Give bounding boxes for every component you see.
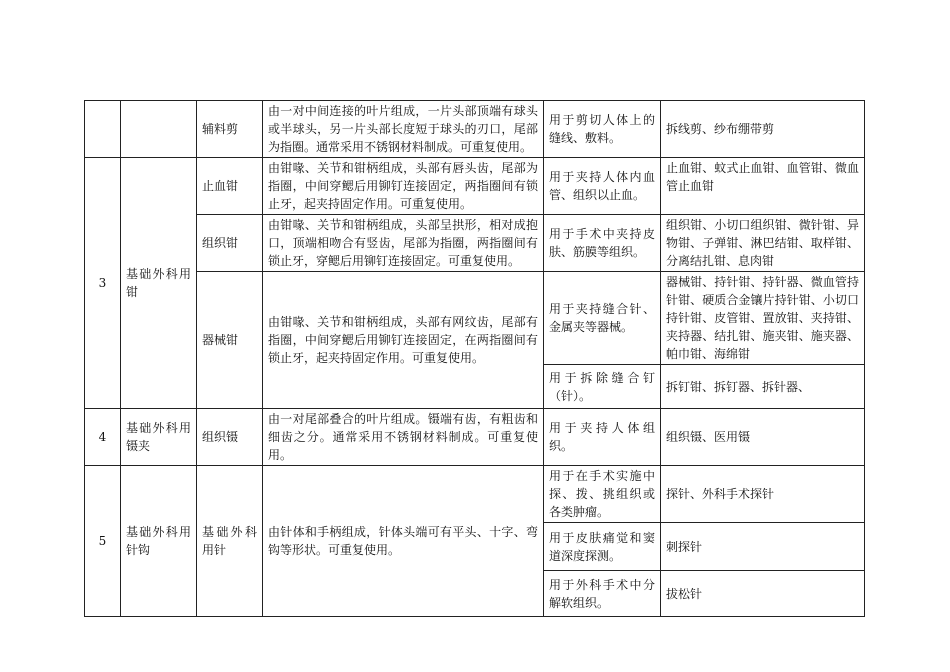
product-name-cell: 止血钳: [197, 158, 263, 215]
table-row: [85, 101, 865, 158]
description-cell: 由一对中间连接的叶片组成，一片头部顶端有球头或半球头，另一片头部长度短于球头的刃口，尾部为指圈。通常采用不锈钢材料制成。可重复使用。: [263, 101, 544, 158]
intended-use-cell: 用于外科手术中分解软组织。: [544, 571, 661, 617]
intended-use-cell: 用于夹持人体内血管、组织以止血。: [544, 158, 661, 215]
description-cell: 由一对尾部叠合的叶片组成。镊端有齿，有粗齿和细齿之分。通常采用不锈钢材料制成。可重复使用。: [263, 409, 544, 466]
examples-cell: 组织钳、小切口组织钳、微针钳、异物钳、子弹钳、淋巴结钳、取样钳、分离结扎钳、息肉钳: [661, 215, 865, 272]
index-cell: 3: [85, 158, 121, 409]
intended-use-cell: 用于夹持缝合针、金属夹等器械。: [544, 272, 661, 365]
description-cell: 由针体和手柄组成，针体头端可有平头、十字、弯钩等形状。可重复使用。: [263, 466, 544, 617]
product-name-cell: 组织镊: [197, 409, 263, 466]
examples-cell: 拆钉钳、拆钉器、拆针器、: [661, 365, 865, 409]
table-row: [85, 158, 865, 215]
table-row: [85, 409, 865, 466]
table-row: [85, 272, 865, 365]
category-cell: 基础外科用钳: [121, 158, 197, 409]
examples-cell: 器械钳、持针钳、持针器、微血管持针钳、硬质合金镶片持针钳、小切口持针钳、皮管钳、置放钳、夹持钳、夹持器、结扎钳、施夹钳、施夹器、帕巾钳、海绵钳: [661, 272, 865, 365]
intended-use-cell: 用于在手术实施中探、拨、挑组织或各类肿瘤。: [544, 466, 661, 523]
intended-use-cell: 用于手术中夹持皮肤、筋膜等组织。: [544, 215, 661, 272]
description-cell: 由钳喙、关节和钳柄组成，头部有网纹齿，尾部有指圈，中间穿鳃后用铆钉连接固定，在两指圈间有锁止牙，起夹持固定作用。可重复使用。: [263, 272, 544, 409]
examples-cell: 止血钳、蚊式止血钳、血管钳、微血管止血钳: [661, 158, 865, 215]
description-cell: 由钳喙、关节和钳柄组成，头部呈拱形，相对成抱口，顶端相吻合有竖齿，尾部为指圈，两指圈间有锁止牙，穿鳃后用铆钉连接固定。可重复使用。: [263, 215, 544, 272]
category-cell: 基础外科用针钩: [121, 466, 197, 617]
product-name-cell: 组织钳: [197, 215, 263, 272]
examples-cell: 刺探针: [661, 523, 865, 571]
index-cell: [85, 101, 121, 158]
intended-use-cell: 用于夹持人体组织。: [544, 409, 661, 466]
index-cell: 5: [85, 466, 121, 617]
intended-use-cell: 用于拆除缝合钉（针）。: [544, 365, 661, 409]
examples-cell: 拆线剪、纱布绷带剪: [661, 101, 865, 158]
category-cell: 基础外科用镊夹: [121, 409, 197, 466]
product-name-cell: 辅料剪: [197, 101, 263, 158]
examples-cell: 组织镊、医用镊: [661, 409, 865, 466]
instrument-classification-table: [84, 100, 865, 617]
intended-use-cell: 用于皮肤痛觉和窦道深度探测。: [544, 523, 661, 571]
examples-cell: 拔松针: [661, 571, 865, 617]
table-row: [85, 215, 865, 272]
product-name-cell: 器械钳: [197, 272, 263, 409]
index-cell: 4: [85, 409, 121, 466]
product-name-cell: 基础外科用针: [197, 466, 263, 617]
examples-cell: 探针、外科手术探针: [661, 466, 865, 523]
category-cell: [121, 101, 197, 158]
intended-use-cell: 用于剪切人体上的缝线、敷料。: [544, 101, 661, 158]
table-row: [85, 466, 865, 523]
description-cell: 由钳喙、关节和钳柄组成，头部有唇头齿，尾部为指圈，中间穿鳃后用铆钉连接固定，两指圈间有锁止牙，起夹持固定作用。可重复使用。: [263, 158, 544, 215]
